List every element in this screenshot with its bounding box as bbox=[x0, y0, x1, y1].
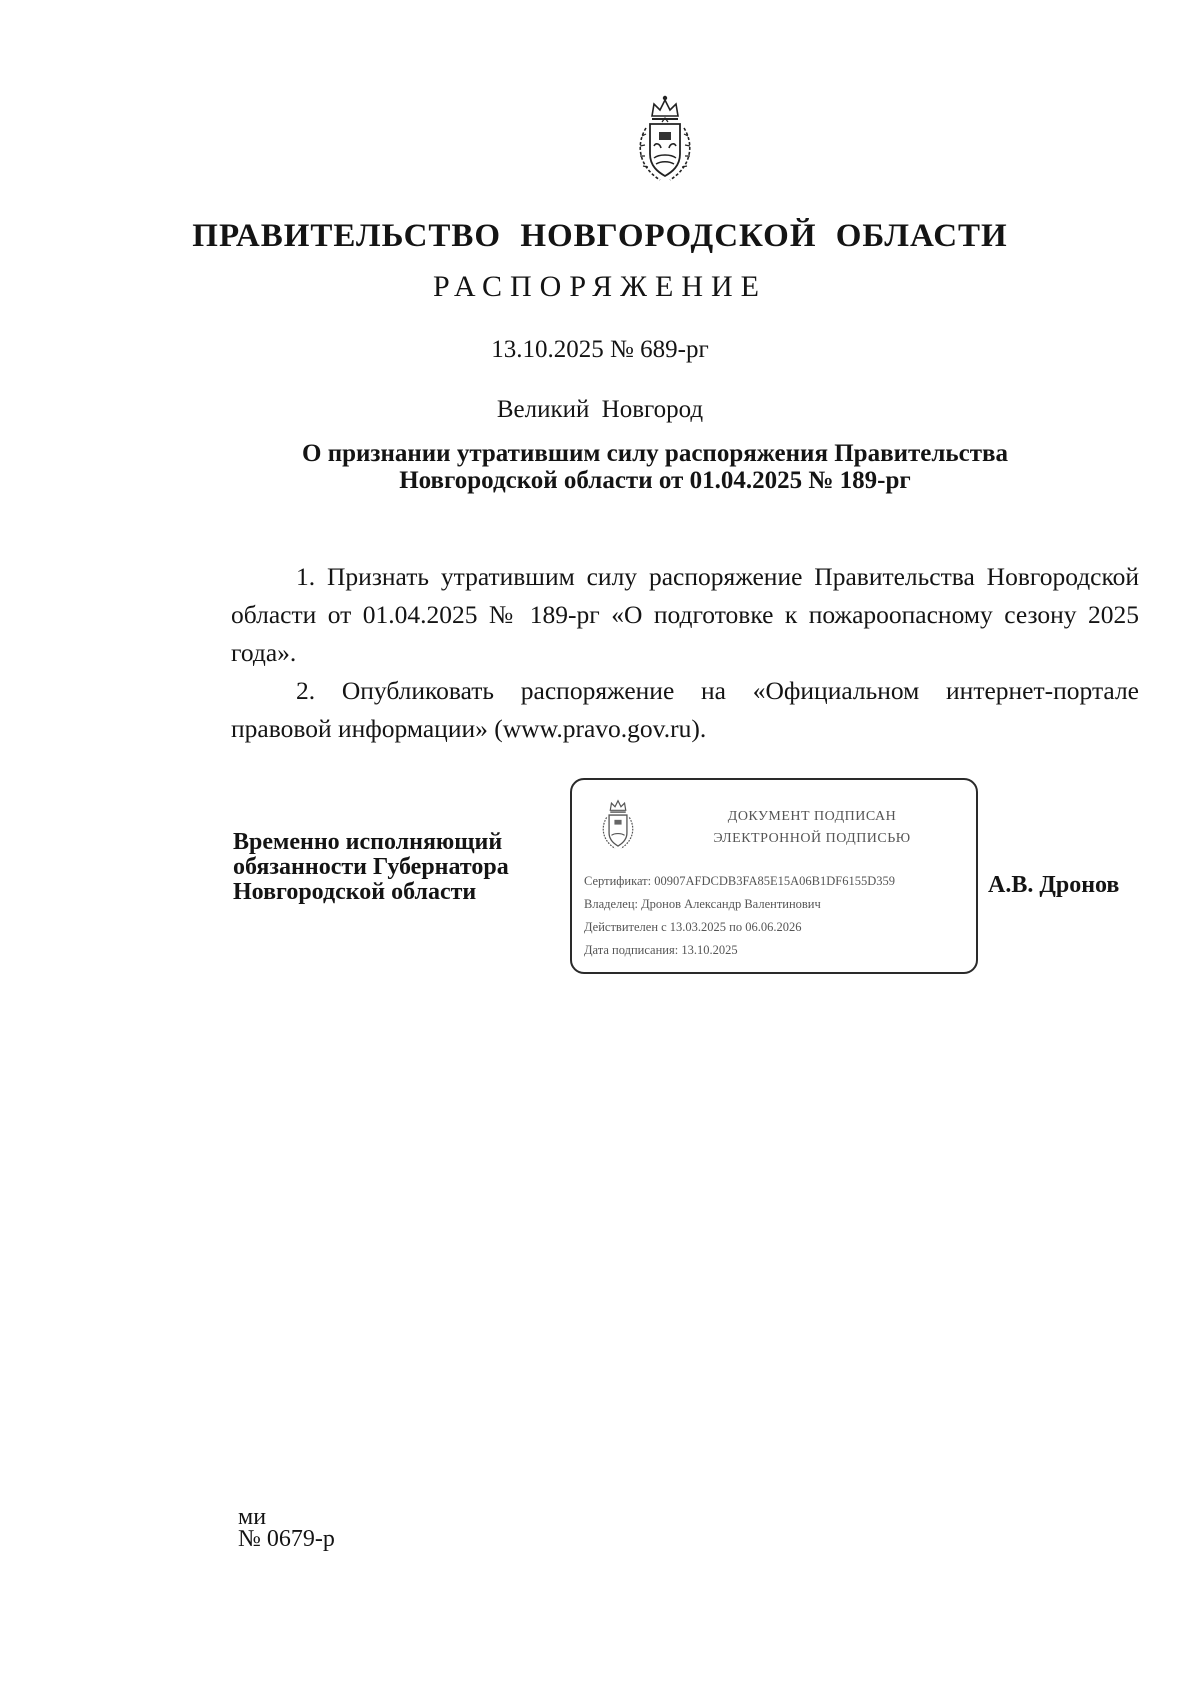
stamp-heading-line: ДОКУМЕНТ ПОДПИСАН bbox=[727, 809, 897, 824]
electronic-signature-stamp bbox=[570, 778, 978, 974]
organization-title: ПРАВИТЕЛЬСТВО НОВГОРОДСКОЙ ОБЛАСТИ bbox=[192, 218, 1008, 254]
subject-line: О признании утратившим силу распоряжения Правительства bbox=[302, 440, 1008, 467]
signer-position-line: Новгородской области bbox=[233, 879, 477, 905]
signer-position bbox=[233, 830, 563, 905]
document-place: Великий Новгород bbox=[496, 396, 704, 423]
document-date-number: 13.10.2025 № 689-рг bbox=[491, 336, 709, 363]
subject-line: Новгородской области от 01.04.2025 № 189-рг bbox=[399, 467, 911, 494]
signer-name: А.В. Дронов bbox=[988, 872, 1120, 898]
document-subject bbox=[240, 440, 1070, 494]
stamp-heading-line: ЭЛЕКТРОННОЙ ПОДПИСЬЮ bbox=[713, 831, 911, 846]
stamp-sign-date: Дата подписания: 13.10.2025 bbox=[584, 943, 738, 957]
registration-number: № 0679-р bbox=[238, 1526, 335, 1552]
stamp-validity: Действителен с 13.03.2025 по 06.06.2026 bbox=[584, 920, 802, 934]
executor-initials: ми bbox=[238, 1504, 267, 1530]
signer-position-line: обязанности Губернатора bbox=[233, 854, 509, 880]
stamp-coat-of-arms-icon bbox=[598, 796, 638, 852]
body-paragraph: 1. Признать утратившим силу распоряжение Правительства Новгородской области от 01.04.2025 № 189-рг «О подготовке к пожароопасному сезону 2025 года». bbox=[231, 562, 1139, 667]
body-paragraph: 2. Опубликовать распоряжение на «Официальном интернет-портале правовой информации» (www.pravo.gov.ru). bbox=[231, 676, 1139, 743]
stamp-details bbox=[584, 870, 976, 962]
document-body bbox=[231, 558, 1139, 748]
stamp-heading bbox=[652, 806, 972, 850]
signer-position-line: Временно исполняющий bbox=[233, 829, 503, 855]
stamp-owner: Владелец: Дронов Александр Валентинович bbox=[584, 897, 821, 911]
document-type: РАСПОРЯЖЕНИЕ bbox=[432, 270, 768, 303]
coat-of-arms-icon bbox=[632, 92, 698, 186]
stamp-certificate: Сертификат: 00907AFDCDB3FA85E15A06B1DF6155D359 bbox=[584, 874, 895, 888]
registration-code bbox=[238, 1506, 335, 1550]
